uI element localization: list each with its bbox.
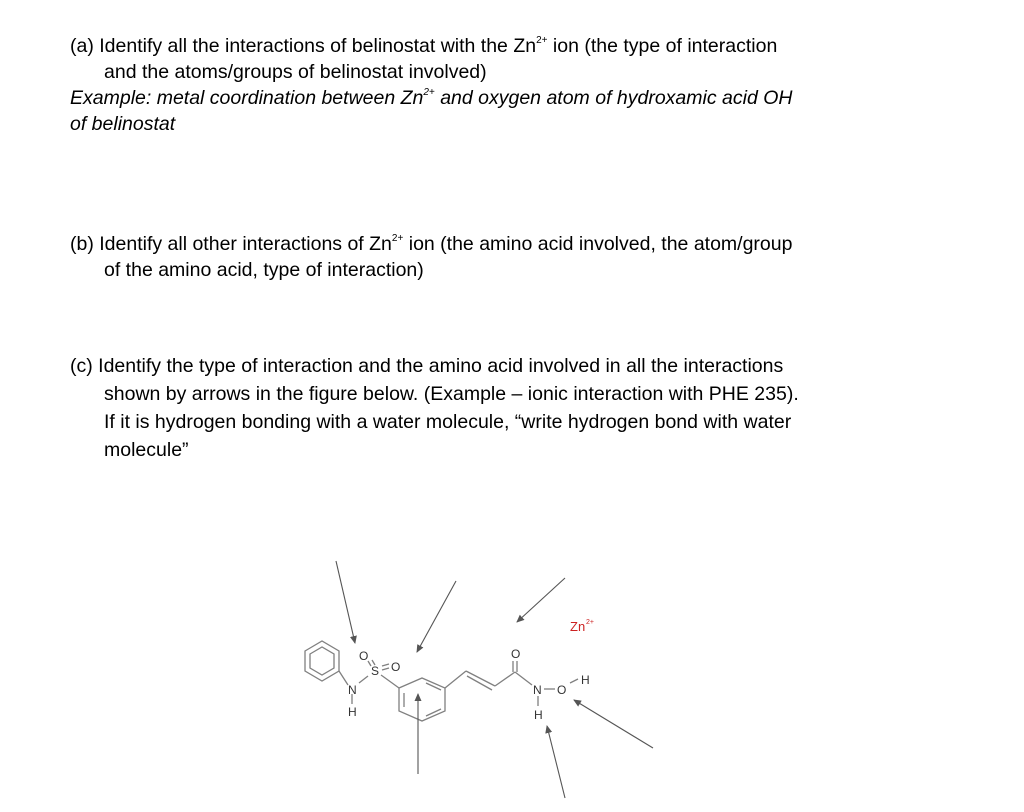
arrow-to-sulfonyl-o	[336, 561, 355, 643]
question-a-text-end: ion (the type of interaction	[547, 35, 778, 57]
bond-s-o-right-1	[382, 664, 389, 666]
question-c-line-2: shown by arrows in the figure below. (Example – ionic interaction with PHE 235).	[104, 383, 799, 405]
atom-n-sulfonamide: N	[348, 683, 357, 697]
question-b-line-1	[70, 231, 970, 257]
question-a-text: (a) Identify all the interactions of belinostat with the Zn	[70, 35, 537, 57]
question-c-line-3: If it is hydrogen bonding with a water molecule, “write hydrogen bond with water	[104, 411, 792, 433]
zn-charge-superscript: 2+	[391, 233, 404, 244]
example-text-end: and oxygen atom of hydroxamic acid OH	[434, 87, 793, 109]
question-a	[70, 33, 970, 137]
bond-o-h	[570, 679, 578, 683]
example-line-2: of belinostat	[70, 113, 176, 135]
bond-ring-alkene	[445, 671, 466, 688]
question-c	[70, 352, 970, 464]
question-b-text-end: ion (the amino acid involved, the atom/group	[403, 233, 793, 255]
atom-n-hydroxamic: N	[533, 683, 542, 697]
zn-charge-superscript: 2+	[536, 35, 548, 46]
zn-charge: 2+	[586, 619, 594, 626]
question-b-line-2: of the amino acid, type of interaction)	[104, 259, 424, 281]
question-a-line-1	[70, 33, 970, 59]
atom-o-sulfonyl-1: O	[359, 649, 369, 663]
question-c-line-4: molecule”	[104, 439, 189, 461]
question-c-line-1: (c) Identify the type of interaction and the amino acid involved in all the interactions	[70, 355, 784, 377]
atom-labels	[348, 647, 590, 722]
middle-ring	[399, 678, 445, 721]
arrow-to-sulfonyl-s	[417, 581, 456, 652]
atom-h-amide: H	[534, 708, 543, 722]
atom-o-hydroxyl: O	[557, 683, 567, 697]
example-line-1	[70, 85, 970, 111]
atom-h-sulfonamide: H	[348, 705, 357, 719]
arrow-to-oh	[574, 700, 653, 748]
belinostat-structure-figure	[270, 548, 670, 808]
bond-s-o-right-2	[382, 668, 389, 670]
phenyl-ring-inner	[310, 647, 334, 675]
example-zn-charge: 2+	[423, 87, 435, 98]
question-b	[70, 231, 970, 283]
atom-o-carbonyl: O	[511, 647, 521, 661]
arrow-to-nh	[547, 726, 565, 798]
atom-o-sulfonyl-2: O	[391, 660, 401, 674]
bond-c-n	[515, 672, 532, 685]
bond-phenyl-n	[339, 671, 348, 685]
example-text: Example: metal coordination between Zn	[70, 87, 424, 109]
bond-s-ring	[381, 675, 399, 688]
middle-ring-inner-2	[426, 683, 441, 690]
atom-s: S	[371, 664, 380, 678]
question-b-text: (b) Identify all other interactions of Zn	[70, 233, 392, 255]
interaction-arrows	[336, 561, 653, 798]
middle-ring-inner-3	[426, 709, 441, 716]
question-a-line-2: and the atoms/groups of belinostat involved)	[104, 61, 487, 83]
bond-alkene-carbonyl	[495, 672, 515, 686]
zn-label: Zn	[570, 619, 586, 634]
atom-h-hydroxyl: H	[581, 673, 590, 687]
zn-ion-label	[570, 619, 594, 634]
bond-n-s	[359, 676, 368, 683]
arrow-to-carbonyl	[517, 578, 565, 622]
